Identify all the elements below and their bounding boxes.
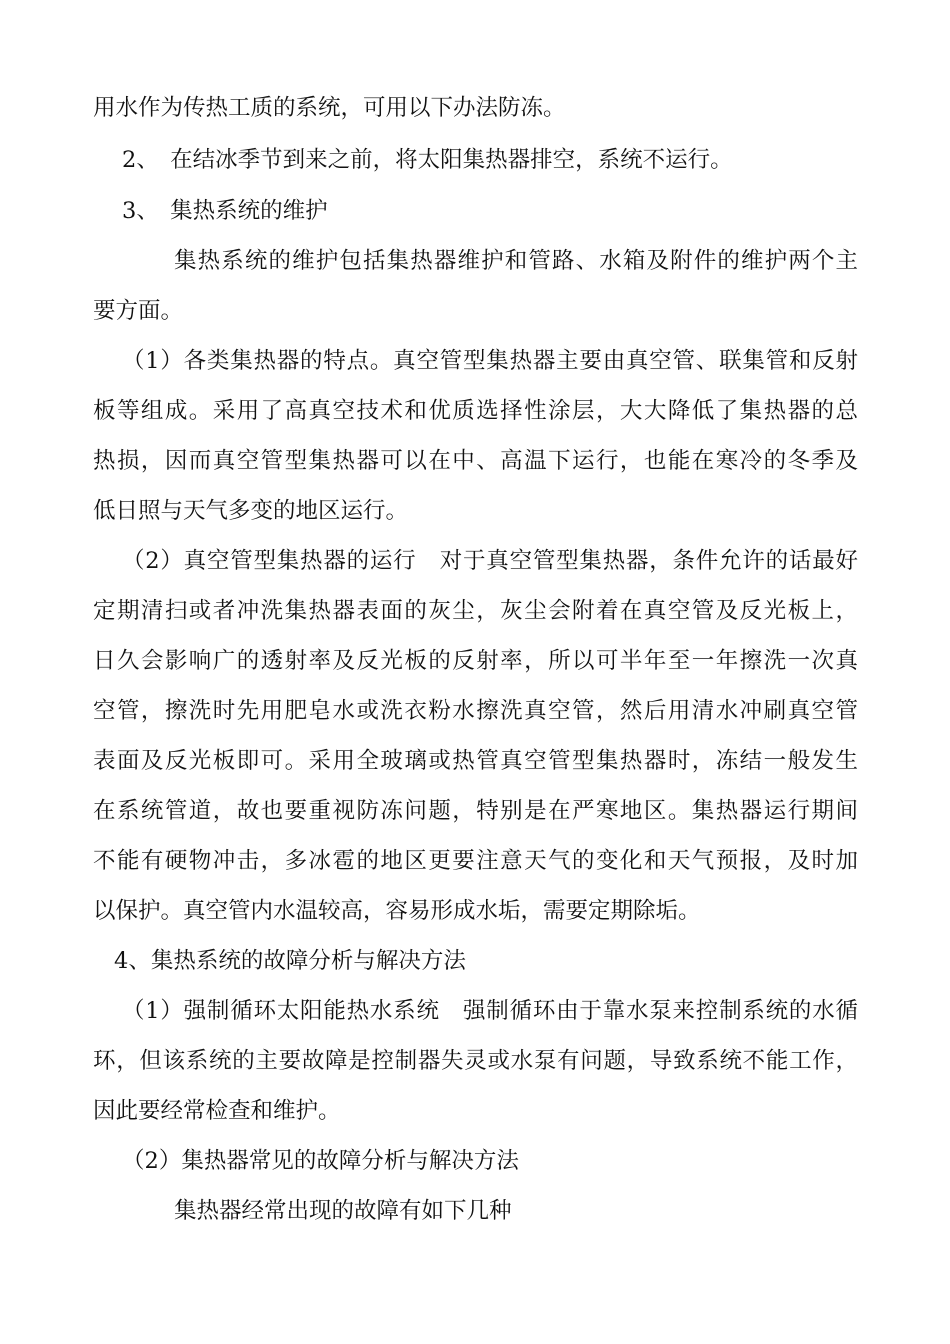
paragraph-line: 不能有硬物冲击，多冰雹的地区更要注意天气的变化和天气预报，及时加	[93, 848, 858, 874]
paragraph-line: 在系统管道，故也要重视防冻问题，特别是在严寒地区。集热器运行期间	[93, 798, 858, 824]
paragraph-line: （1）强制循环太阳能热水系统 强制循环由于靠水泵来控制系统的水循	[122, 998, 858, 1024]
section-heading-3: 3、 集热系统的维护	[122, 198, 328, 224]
paragraph-line: 用水作为传热工质的系统，可用以下办法防冻。	[93, 95, 566, 121]
paragraph-line: （1）各类集热器的特点。真空管型集热器主要由真空管、联集管和反射	[122, 348, 858, 374]
section-heading-4: 4、集热系统的故障分析与解决方法	[114, 948, 466, 974]
subsection-heading: （2）集热器常见的故障分析与解决方法	[122, 1148, 519, 1174]
paragraph-line: 表面及反光板即可。采用全玻璃或热管真空管型集热器时，冻结一般发生	[93, 748, 858, 774]
paragraph-line: 集热系统的维护包括集热器维护和管路、水箱及附件的维护两个主	[174, 248, 858, 274]
paragraph-line: 日久会影响广的透射率及反光板的反射率，所以可半年至一年擦洗一次真	[93, 648, 858, 674]
list-item-2: 2、 在结冰季节到来之前，将太阳集热器排空，系统不运行。	[122, 147, 733, 173]
paragraph-line: 板等组成。采用了高真空技术和优质选择性涂层，大大降低了集热器的总	[93, 398, 858, 424]
paragraph-line: 因此要经常检查和维护。	[93, 1098, 341, 1124]
paragraph-line: 低日照与天气多变的地区运行。	[93, 498, 409, 524]
paragraph-line: 要方面。	[93, 298, 184, 324]
paragraph-line: 热损，因而真空管型集热器可以在中、高温下运行，也能在寒冷的冬季及	[93, 448, 858, 474]
paragraph-line: （2）真空管型集热器的运行 对于真空管型集热器，条件允许的话最好	[122, 548, 858, 574]
paragraph-line: 以保护。真空管内水温较高，容易形成水垢，需要定期除垢。	[93, 898, 701, 924]
paragraph-line: 环，但该系统的主要故障是控制器失灵或水泵有问题，导致系统不能工作，	[93, 1048, 858, 1074]
paragraph-line: 定期清扫或者冲洗集热器表面的灰尘，灰尘会附着在真空管及反光板上，	[93, 598, 858, 624]
paragraph-line: 集热器经常出现的故障有如下几种	[174, 1198, 512, 1224]
paragraph-line: 空管，擦洗时先用肥皂水或洗衣粉水擦洗真空管，然后用清水冲刷真空管	[93, 698, 858, 724]
